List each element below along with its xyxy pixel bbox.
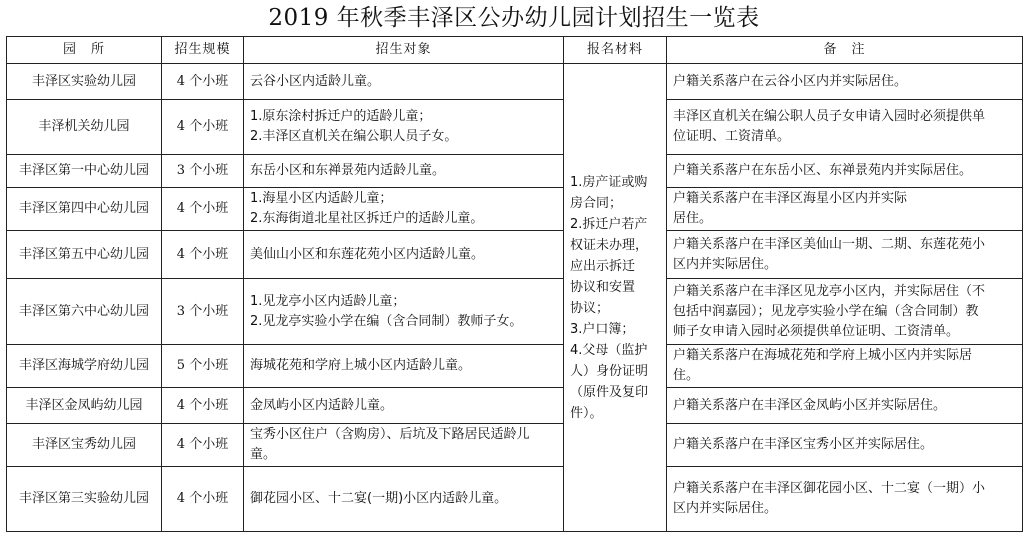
remark-line: 户籍关系落户在海城花苑和学府上城小区内并实际居	[673, 348, 973, 363]
school-name-cell: 丰泽区金凤屿幼儿园	[7, 388, 162, 424]
enrollment-scale-cell: 4 个小班	[162, 388, 244, 424]
header-remark: 备 注	[667, 37, 1023, 64]
header-materials: 报名材料	[564, 37, 667, 64]
materials-line: 3.户口簿；	[570, 321, 635, 337]
enrollment-scale-cell: 4 个小班	[162, 100, 244, 155]
table-row	[7, 467, 1023, 532]
remark-line: 户籍关系落户在云谷小区内并实际居住。	[673, 73, 908, 89]
school-name-cell: 丰泽区实验幼儿园	[7, 64, 162, 100]
target-cell	[244, 155, 564, 188]
materials-line: 协议和安置	[570, 279, 636, 295]
table-body	[7, 64, 1023, 532]
target-line: 2.见龙亭实验小学在编（含合同制）教师子女。	[250, 313, 523, 329]
materials-line: 件）。	[570, 405, 603, 421]
remark-line: 户籍关系落户在丰泽区美仙山一期、二期、东莲花苑小	[673, 236, 986, 252]
materials-line: 权证未办理，	[570, 237, 649, 253]
school-name-cell: 丰泽区第一中心幼儿园	[7, 155, 162, 188]
school-name-cell: 丰泽区海城学府幼儿园	[7, 345, 162, 388]
school-name-cell: 丰泽区第五中心幼儿园	[7, 231, 162, 279]
remark-cell	[667, 388, 1023, 424]
table-row	[7, 155, 1023, 188]
target-line: 海城花苑和学府上城小区内适龄儿童。	[250, 358, 472, 373]
school-name-cell: 丰泽区第三实验幼儿园	[7, 467, 162, 532]
header-scale: 招生规模	[162, 37, 244, 64]
target-line: 2.丰泽区直机关在编公职人员子女。	[250, 129, 458, 144]
remark-line: 丰泽区直机关在编公职人员子女申请入园时必须提供单	[673, 109, 986, 124]
target-cell	[244, 388, 564, 424]
enrollment-scale-cell: 4 个小班	[162, 64, 244, 100]
remark-cell	[667, 188, 1023, 231]
table-row	[7, 231, 1023, 279]
table-row	[7, 279, 1023, 345]
target-cell	[244, 424, 564, 467]
enrollment-scale-cell: 3 个小班	[162, 155, 244, 188]
school-name-cell: 丰泽机关幼儿园	[7, 100, 162, 155]
remark-cell	[667, 100, 1023, 155]
remark-line: 住。	[673, 368, 700, 383]
target-line: 御花园小区、十二宴(一期)小区内适龄儿童。	[250, 491, 508, 506]
school-name-cell: 丰泽区第六中心幼儿园	[7, 279, 162, 345]
materials-line: 1.房产证或购	[570, 174, 648, 190]
remark-line: 居住。	[673, 211, 713, 226]
enrollment-scale-cell: 4 个小班	[162, 467, 244, 532]
target-line: 1.原东涂村拆迁户的适龄儿童；	[250, 109, 432, 124]
materials-line: 应出示拆迁	[570, 258, 636, 274]
table-row	[7, 388, 1023, 424]
materials-line: 协议；	[570, 300, 610, 316]
remark-line: 区内并实际居住。	[673, 256, 778, 272]
remark-line: 户籍关系落户在丰泽区金凤屿小区并实际居住。	[673, 397, 947, 413]
remark-line: 户籍关系落户在丰泽区宝秀小区并实际居住。	[673, 437, 934, 452]
school-name-cell: 丰泽区宝秀幼儿园	[7, 424, 162, 467]
target-cell	[244, 64, 564, 100]
table-row	[7, 345, 1023, 388]
remark-line: 包括中润嘉园）；见龙亭实验小学在编（含合同制）教	[673, 303, 979, 319]
target-cell	[244, 279, 564, 345]
remark-line: 区内并实际居住。	[673, 501, 778, 516]
remark-line: 户籍关系落户在丰泽区御花园小区、十二宴（一期）小	[673, 481, 986, 496]
target-line: 宝秀小区住户（含购房）、后坑及下路居民适龄儿	[250, 427, 530, 442]
materials-line: 房合同；	[570, 195, 623, 211]
target-line: 童。	[250, 447, 277, 462]
remark-cell	[667, 424, 1023, 467]
enrollment-scale-cell: 5 个小班	[162, 345, 244, 388]
remark-cell	[667, 64, 1023, 100]
target-line: 2.东海街道北星社区拆迁户的适龄儿童。	[250, 211, 484, 226]
remark-line: 户籍关系落户在丰泽区见龙亭小区内，并实际居住（不	[673, 283, 986, 299]
remark-line: 户籍关系落户在丰泽区海星小区内并实际	[673, 191, 908, 206]
enrollment-scale-cell: 4 个小班	[162, 231, 244, 279]
table-header-row	[7, 37, 1023, 64]
target-line: 东岳小区和东禅景苑内适龄儿童。	[250, 163, 446, 178]
header-school: 园 所	[7, 37, 162, 64]
remark-line: 户籍关系落户在东岳小区、东禅景苑内并实际居住。	[673, 163, 973, 178]
target-cell	[244, 100, 564, 155]
target-cell	[244, 188, 564, 231]
table-row	[7, 188, 1023, 231]
target-line: 1.见龙亭小区内适龄儿童；	[250, 293, 406, 309]
target-cell	[244, 345, 564, 388]
target-line: 1.海星小区内适龄儿童；	[250, 191, 393, 206]
materials-cell	[564, 64, 667, 532]
page-title: 2019 年秋季丰泽区公办幼儿园计划招生一览表	[268, 5, 760, 31]
header-target: 招生对象	[244, 37, 564, 64]
table-row	[7, 424, 1023, 467]
materials-line: 2.拆迁户若产	[570, 216, 648, 232]
target-line: 金凤屿小区内适龄儿童。	[250, 397, 394, 413]
remark-cell	[667, 155, 1023, 188]
target-line: 云谷小区内适龄儿童。	[250, 73, 381, 89]
remark-cell	[667, 345, 1023, 388]
enrollment-scale-cell: 4 个小班	[162, 424, 244, 467]
target-line: 美仙山小区和东莲花苑小区内适龄儿童。	[250, 246, 485, 262]
table-row	[7, 100, 1023, 155]
enrollment-scale-cell: 3 个小班	[162, 279, 244, 345]
materials-line: （原件及复印	[570, 384, 649, 400]
materials-line: 人）身份证明	[570, 363, 649, 379]
remark-line: 位证明、工资清单。	[673, 129, 791, 144]
remark-cell	[667, 231, 1023, 279]
enrollment-table	[6, 36, 1023, 532]
target-cell	[244, 231, 564, 279]
materials-line: 4.父母（监护	[570, 342, 648, 358]
enrollment-scale-cell: 4 个小班	[162, 188, 244, 231]
remark-line: 师子女申请入园时必须提供单位证明、工资清单。	[673, 323, 960, 339]
remark-cell	[667, 467, 1023, 532]
target-cell	[244, 467, 564, 532]
school-name-cell: 丰泽区第四中心幼儿园	[7, 188, 162, 231]
table-row	[7, 64, 1023, 100]
remark-cell	[667, 279, 1023, 345]
